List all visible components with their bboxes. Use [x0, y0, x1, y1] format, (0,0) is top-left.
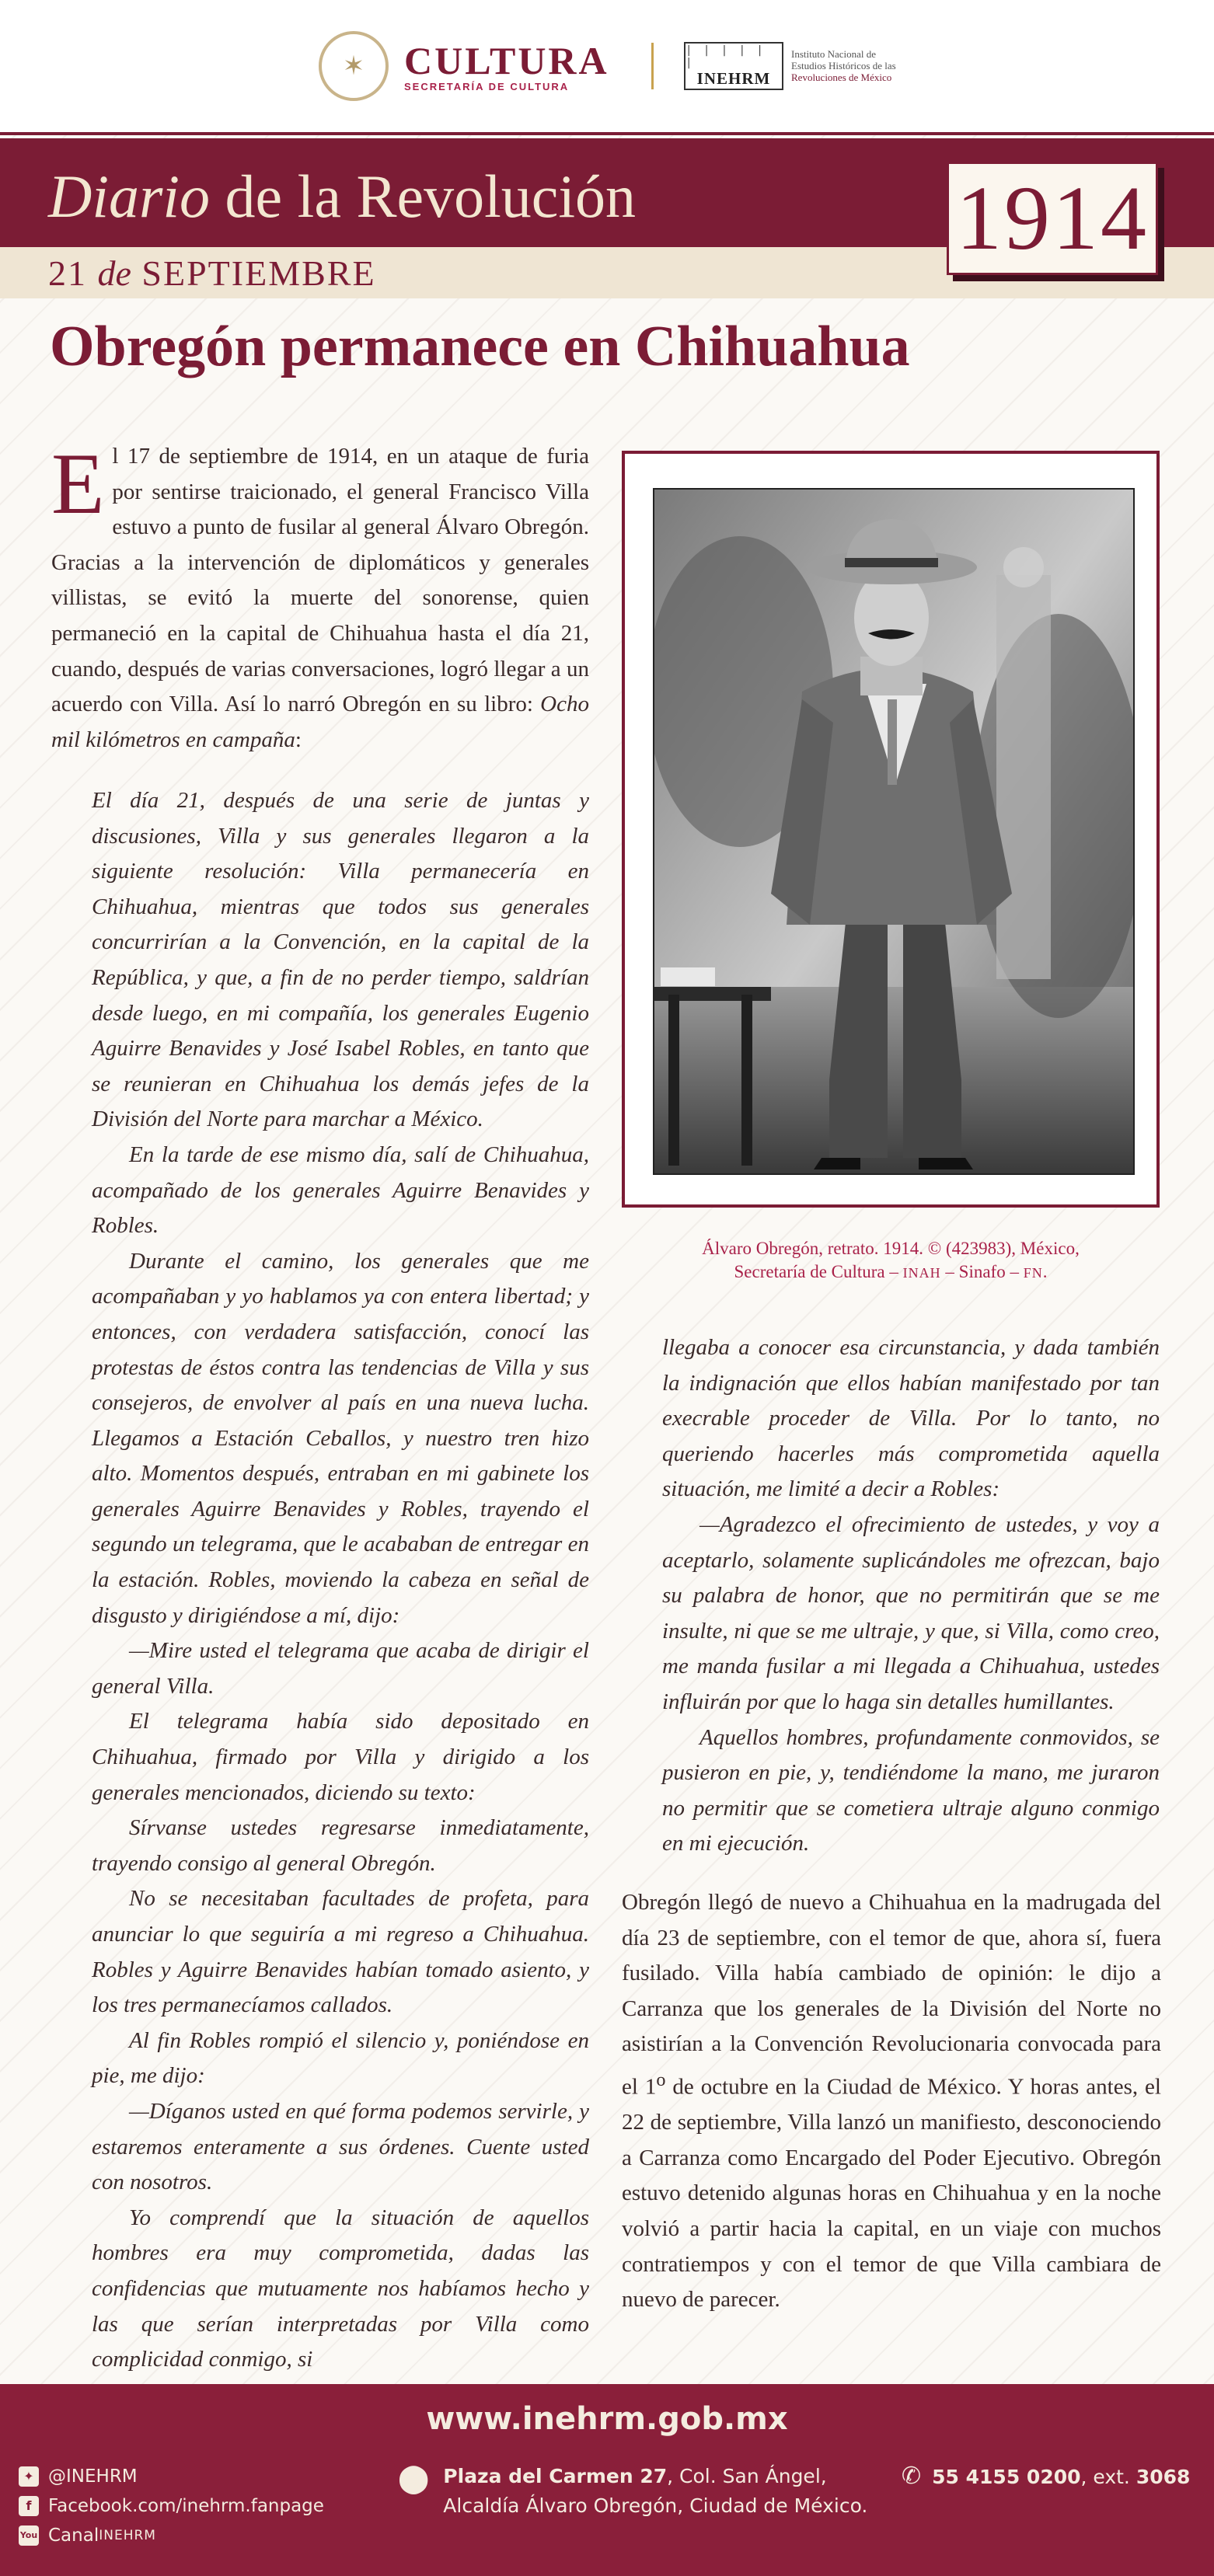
quote-paragraph: Al fin Robles rompió el silencio y, poniéndose en pie, me dijo:	[92, 2027, 589, 2089]
masthead-date: 21 de SEPTIEMBRE	[48, 253, 376, 293]
quote-paragraph: —Díganos usted en qué forma podemos servirle, y estaremos enteramente a sus órdenes. Cuente usted con nosotros.	[92, 2098, 589, 2195]
photo-caption: Álvaro Obregón, retrato. 1914. © (423983), México, Secretaría de Cultura – INAH – Sinafo – FN.	[702, 1239, 1080, 1281]
phone-icon: ✆	[902, 2463, 922, 2490]
location-pin-icon: ⬤	[398, 2463, 430, 2494]
header-bar	[0, 0, 1214, 132]
year-badge: 1914	[947, 162, 1158, 275]
masthead-title: Diario de la Revolución	[48, 162, 637, 230]
quote-left-column	[92, 783, 589, 2378]
article-intro: El 17 de septiembre de 1914, en un ataque de furia por sentirse traicionado, el general Francisco Villa estuvo a punto de fusilar al general Álvaro Obregón. Gracias a la intervención de diplomáticos y generales villistas, se evitó la muerte del sonorense, quien permaneció en la capital de Chihuahua hasta el día 21, cuando, después de varias conversaciones, logró llegar a un acuerdo con Villa. Así lo narró Obregón en su libro: Ocho mil kilómetros en campaña:	[51, 436, 589, 752]
logo-divider	[651, 43, 654, 89]
inehrm-description: Instituto Nacional de Estudios Históricos de las Revoluciones de México	[791, 48, 896, 83]
inehrm-building-icon: | | | | | | INEHRM	[684, 42, 783, 90]
inehrm-logo[interactable]	[684, 42, 896, 90]
address: ⬤ Plaza del Carmen 27, Col. San Ángel, Alcaldía Álvaro Obregón, Ciudad de México.	[398, 2462, 867, 2521]
quote-paragraph: En la tarde de ese mismo día, salí de Chihuahua, acompañado de los generales Aguirre Benavides y Robles.	[92, 1142, 589, 1239]
quote-paragraph: El día 21, después de una serie de juntas y discusiones, Villa y sus generales llegaron a la siguiente resolución: Villa permanecería en Chihuahua, mientras que todos sus generales concurrirían a la Convención, en la capital de la República, y que, a fin de no perder tiempo, saldrían desde luego, en mi compañía, los generales Eugenio Aguirre Benavides y José Isabel Robles, en tanto que se reunieran en Chihuahua los demás jefes de la División del Norte para marchar a México.	[92, 788, 589, 1132]
quote-paragraph: No se necesitaban facultades de profeta, para anunciar lo que seguiría a mi regreso a Chihuahua. Robles y Aguirre Benavides habían tomado asiento, y los tres permanecíamos callados.	[92, 1886, 589, 2018]
quote-right-column	[662, 1330, 1160, 1862]
drop-cap: E	[51, 436, 105, 532]
cultura-title: CULTURA	[404, 38, 609, 82]
youtube-icon: You	[19, 2525, 39, 2546]
social-links	[19, 2462, 324, 2550]
quote-paragraph: —Mire usted el telegrama que acaba de dirigir el general Villa.	[92, 1638, 589, 1699]
cultura-logo[interactable]	[319, 31, 609, 101]
quote-paragraph: Durante el camino, los generales que me acompañaban y yo hablamos ya con entera libertad; y entonces, con verdadera satisfacción, conocí las protestas de éstos contra las tendencias de Villa y sus consejeros, de envolver al país en una nueva lucha. Llegamos a Estación Ceballos, y nuestro tren hizo alto. Momentos después, entraban en mi gabinete los generales Aguirre Benavides y Robles, trayendo el segundo un telegrama, que le acababan de entregar en la estación. Robles, moviendo la cabeza en señal de disgusto y dirigiéndose a mí, dijo:	[92, 1248, 589, 1628]
facebook-icon: f	[19, 2496, 39, 2516]
quote-paragraph: Yo comprendí que la situación de aquellos hombres era muy comprometida, dadas las confidencias que mutuamente nos habíamos hecho y las que serían interpretadas por Villa como complicidad conmigo, si	[92, 2205, 589, 2372]
facebook-link[interactable]: f Facebook.com/inehrm.fanpage	[19, 2491, 324, 2521]
quote-paragraph: El telegrama había sido depositado en Chihuahua, firmado por Villa y dirigido a los generales mencionados, diciendo su texto:	[92, 1709, 589, 1805]
youtube-link[interactable]: You Canal INEHRM	[19, 2525, 156, 2546]
obregon-portrait-photo[interactable]	[653, 488, 1135, 1175]
cultura-subtitle: SECRETARÍA DE CULTURA	[404, 80, 570, 92]
inehrm-box-label: INEHRM	[696, 69, 771, 88]
photo-frame	[622, 451, 1160, 1208]
quote-paragraph: Sírvanse ustedes regresarse inmediatamente, trayendo consigo al general Obregón.	[92, 1815, 589, 1876]
phone-number[interactable]: ✆ 55 4155 0200, ext. 3068	[902, 2463, 1191, 2490]
masthead-rule	[0, 132, 1214, 135]
headline: Obregón permanece en Chihuahua	[50, 315, 910, 378]
article-outro: Obregón llegó de nuevo a Chihuahua en la madrugada del día 23 de septiembre, con el temor de que, ahora sí, fuera fusilado. Villa había cambiado de opinión: le dijo a Carranza que los generales de la División del Norte no asistirían a la Convención Revolucionaria convocada para el 1$^o$ de octubre en la Ciudad de México. Y horas antes, el 22 de septiembre, Villa lanzó un manifiesto, desconociendo a Carranza como Encargado del Poder Ejecutivo. Obregón estuvo detenido algunas horas en Chihuahua y en la noche volvió a partir hacia la capital, en un viaje con muchos contratiempos y con el temor de que Villa cambiara de nuevo de parecer.	[622, 1890, 1161, 2313]
website-link[interactable]: www.inehrm.gob.mx	[426, 2401, 788, 2437]
book-title: Ocho mil kilómetros en campaña	[51, 692, 589, 752]
quote-paragraph: —Agradezco el ofrecimiento de ustedes, y voy a aceptarlo, solamente suplicándoles me ofrezcan, bajo su palabra de honor, que no permitirán que se me insulte, ni que se me ultraje, y que, si Villa, como creo, me manda fusilar a mi llegada a Chihuahua, ustedes influirán por que lo haga sin detalles humillantes.	[662, 1511, 1160, 1714]
twitter-icon: ✦	[19, 2466, 39, 2487]
coat-of-arms-icon: ✶	[319, 31, 389, 101]
quote-paragraph: Aquellos hombres, profundamente conmovidos, se pusieron en pie, y, tendiéndome la mano, me juraron no permitir que se cometiera ultraje alguno conmigo en mi ejecución.	[662, 1724, 1160, 1856]
twitter-link[interactable]: ✦ @INEHRM	[19, 2462, 324, 2491]
quote-paragraph: llegaba a conocer esa circunstancia, y dada también la indignación que ellos habían manifestado por tan execrable proceder de Villa. Por lo tanto, no queriendo hacerles más comprometida aquella situación, me limité a decir a Robles:	[662, 1335, 1160, 1502]
portrait-illustration	[654, 490, 1133, 1173]
